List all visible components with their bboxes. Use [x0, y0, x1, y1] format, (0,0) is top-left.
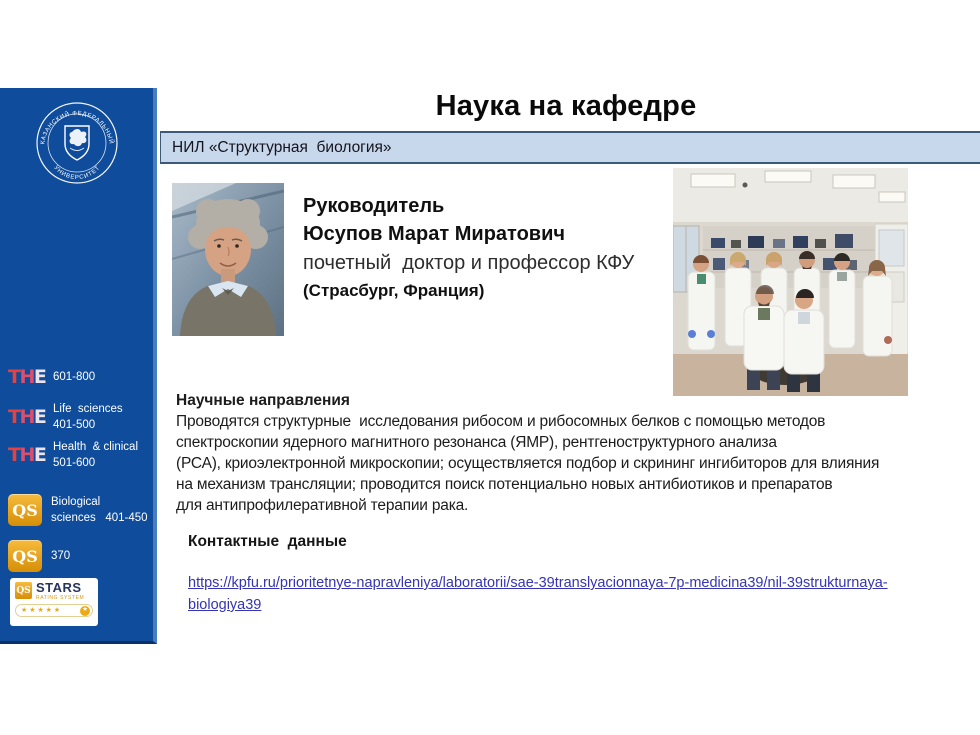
- science-directions: [176, 390, 896, 516]
- science-text-line: на механизм трансляции; проводится поиск потенциально новых антибиотиков и препаратов: [176, 476, 833, 493]
- the-logo-icon: T H E: [8, 444, 46, 466]
- qs-logo-icon: QS: [8, 494, 42, 526]
- science-heading: Научные направления: [176, 392, 350, 409]
- leader-location: (Страсбург, Франция): [303, 281, 485, 300]
- ranking-qs-biological: [8, 494, 148, 526]
- team-photo: [673, 168, 908, 396]
- stars-icon: ★ ★ ★ ★ ★: [21, 607, 61, 614]
- leader-role: Руководитель: [303, 195, 445, 217]
- ranking-the-world: [8, 366, 95, 388]
- lab-page-link[interactable]: [188, 572, 888, 616]
- ranking-value: 401-500: [53, 419, 96, 431]
- qs-stars-badge: [10, 578, 98, 626]
- lab-page-link-line[interactable]: biologiya39: [188, 597, 262, 613]
- leader-degree: почетный доктор и профессор КФУ: [303, 252, 635, 274]
- section-header-label: НИЛ «Структурная биология»: [172, 138, 392, 156]
- svg-text:КАЗАНСКИЙ ФЕДЕРАЛЬНЫЙ: КАЗАНСКИЙ ФЕДЕРАЛЬНЫЙ: [39, 110, 114, 145]
- ranking-the-life-sciences: [8, 402, 123, 432]
- ranking-label: Biological: [51, 496, 101, 508]
- leader-portrait-photo: [172, 183, 284, 336]
- qs-logo-icon: QS: [8, 540, 42, 572]
- page-title: Наука на кафедре: [435, 90, 697, 122]
- leader-name: Юсупов Марат Миратович: [303, 223, 565, 245]
- science-text-line: спектроскопии ядерного магнитного резонанса (ЯМР), рентгеноструктурного анализа: [176, 434, 777, 451]
- section-header: [160, 131, 980, 164]
- ranking-label: Life sciences: [53, 403, 123, 415]
- contacts-heading: Контактные данные: [188, 533, 347, 550]
- svg-text:УНИВЕРСИТЕТ: УНИВЕРСИТЕТ: [51, 164, 102, 182]
- qs-stars-title: STARS: [36, 580, 82, 595]
- science-text-line: для антипрофилеративной терапии рака.: [176, 497, 469, 514]
- ranking-qs-world: [8, 540, 70, 572]
- ranking-the-health-clinical: [8, 440, 138, 470]
- kfu-university-seal-icon: [36, 102, 118, 184]
- ranking-value: sciences 401-450: [51, 512, 148, 524]
- lab-page-link-line[interactable]: https://kpfu.ru/prioritetnye-napravleniya/laboratorii/sae-39translyacionnaya-7p-medicina39/nil-39strukturnaya-: [188, 575, 888, 591]
- leader-info: [303, 192, 634, 304]
- ranking-label: Health & clinical: [53, 441, 139, 453]
- ranking-value: 501-600: [53, 457, 96, 469]
- science-text-line: (РСА), криоэлектронной микроскопии; осуществляется подбор и скрининг ингибиторов для влияния: [176, 455, 880, 472]
- ranking-label: 601-800: [53, 371, 96, 383]
- sidebar: [0, 88, 157, 644]
- star-badge-icon: ★: [80, 606, 90, 616]
- qs-stars-subtitle: RATING SYSTEM: [36, 595, 85, 601]
- the-logo-icon: T H E: [8, 406, 46, 428]
- qs-stars-rating: [15, 604, 93, 617]
- ranking-value: 370: [51, 550, 71, 562]
- science-text-line: Проводятся структурные исследования рибосом и рибосомных белков с помощью методов: [176, 413, 826, 430]
- the-logo-icon: T H E: [8, 366, 46, 388]
- qs-logo-icon: QS: [15, 582, 32, 599]
- contacts-section: [188, 533, 888, 616]
